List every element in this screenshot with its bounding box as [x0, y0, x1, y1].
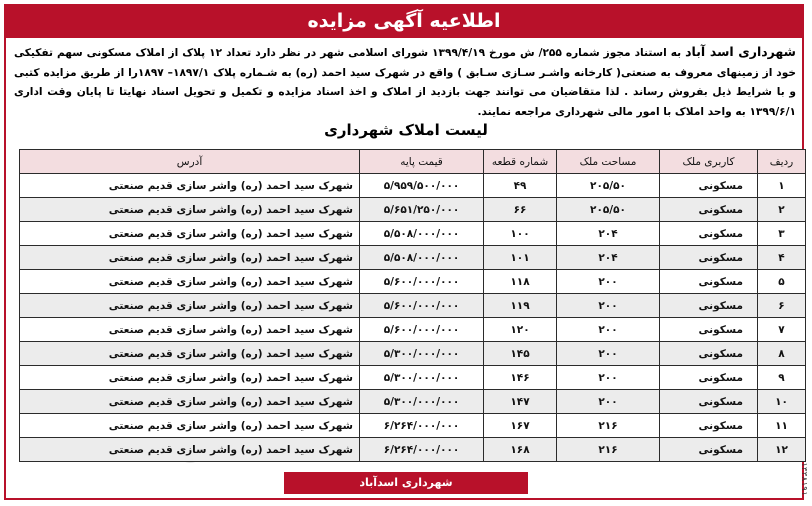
cell-price: ۵/۶۰۰/۰۰۰/۰۰۰: [360, 318, 484, 342]
table-header-row: [20, 150, 806, 174]
header-lot: شماره قطعه: [484, 150, 557, 174]
cell-area: ۲۱۶: [557, 438, 660, 462]
table-row: [20, 174, 806, 198]
cell-area: ۲۱۶: [557, 414, 660, 438]
cell-use: مسکونی: [660, 438, 758, 462]
cell-lot: ۱۰۱: [484, 246, 557, 270]
cell-address: شهرک سید احمد (ره) واشر سازی قدیم صنعتی: [20, 438, 360, 462]
cell-price: ۵/۳۰۰/۰۰۰/۰۰۰: [360, 390, 484, 414]
cell-use: مسکونی: [660, 222, 758, 246]
cell-address: شهرک سید احمد (ره) واشر سازی قدیم صنعتی: [20, 414, 360, 438]
cell-lot: ۱۴۵: [484, 342, 557, 366]
cell-use: مسکونی: [660, 390, 758, 414]
cell-row-number: ۱۱: [758, 414, 806, 438]
table-row: [20, 342, 806, 366]
cell-lot: ۱۱۹: [484, 294, 557, 318]
cell-row-number: ۷: [758, 318, 806, 342]
cell-area: ۲۰۰: [557, 366, 660, 390]
cell-area: ۲۰۰: [557, 270, 660, 294]
table-row: [20, 438, 806, 462]
header-use: کاربری ملک: [660, 150, 758, 174]
cell-row-number: ۵: [758, 270, 806, 294]
cell-area: ۲۰۰: [557, 318, 660, 342]
cell-address: شهرک سید احمد (ره) واشر سازی قدیم صنعتی: [20, 342, 360, 366]
cell-row-number: ۳: [758, 222, 806, 246]
cell-address: شهرک سید احمد (ره) واشر سازی قدیم صنعتی: [20, 222, 360, 246]
cell-area: ۲۰۰: [557, 294, 660, 318]
header-address: آدرس: [20, 150, 360, 174]
cell-area: ۲۰۵/۵۰: [557, 174, 660, 198]
cell-area: ۲۰۵/۵۰: [557, 198, 660, 222]
cell-price: ۶/۲۶۴/۰۰۰/۰۰۰: [360, 438, 484, 462]
cell-use: مسکونی: [660, 294, 758, 318]
table-row: [20, 414, 806, 438]
cell-row-number: ۱: [758, 174, 806, 198]
notice-text: به استناد مجوز شماره ۲۵۵/ ش مورخ ۱۳۹۹/۴/۱۹ شورای اسلامی شهر در نظر دارد تعداد ۱۲ پلاک از املاک مسکونی سهم تفکیکی خود از زمینهای معروف به صنعتی( کارخانه واشـر سـازی سـابق ) واقع در شهرک سید احمد (ره) به شـماره پلاک ۱۸۹۷/۱– ۱۸۹۷را از طریق مزایده کتبی و با شرایط ذیل بفروش رساند . لذا متقاضیان می توانند جهت بازدید از املاک و اخذ اسناد مزایده و تکمیل و تحویل اسناد نهایتا تا پایان وقت اداری ۱۳۹۹/۶/۱ به واحد املاک با امور مالی شهرداری مراجعه نمایند.: [14, 47, 796, 118]
cell-use: مسکونی: [660, 246, 758, 270]
header-row-number: ردیف: [758, 150, 806, 174]
cell-address: شهرک سید احمد (ره) واشر سازی قدیم صنعتی: [20, 390, 360, 414]
cell-lot: ۱۶۸: [484, 438, 557, 462]
cell-area: ۲۰۰: [557, 390, 660, 414]
cell-row-number: ۱۲: [758, 438, 806, 462]
table-row: [20, 222, 806, 246]
cell-price: ۵/۶۰۰/۰۰۰/۰۰۰: [360, 270, 484, 294]
cell-price: ۶/۲۶۴/۰۰۰/۰۰۰: [360, 414, 484, 438]
properties-table: [19, 149, 806, 462]
cell-lot: ۱۲۰: [484, 318, 557, 342]
cell-row-number: ۶: [758, 294, 806, 318]
cell-area: ۲۰۰: [557, 342, 660, 366]
table-row: [20, 246, 806, 270]
cell-lot: ۱۶۷: [484, 414, 557, 438]
footer-signature: شهرداری اسدآباد: [284, 472, 528, 494]
notice-body: [14, 42, 796, 122]
cell-use: مسکونی: [660, 342, 758, 366]
cell-price: ۵/۶۰۰/۰۰۰/۰۰۰: [360, 294, 484, 318]
cell-use: مسکونی: [660, 174, 758, 198]
table-row: [20, 294, 806, 318]
cell-row-number: ۹: [758, 366, 806, 390]
cell-price: ۵/۵۰۸/۰۰۰/۰۰۰: [360, 222, 484, 246]
table-row: [20, 390, 806, 414]
cell-address: شهرک سید احمد (ره) واشر سازی قدیم صنعتی: [20, 294, 360, 318]
cell-address: شهرک سید احمد (ره) واشر سازی قدیم صنعتی: [20, 270, 360, 294]
table-row: [20, 318, 806, 342]
cell-address: شهرک سید احمد (ره) واشر سازی قدیم صنعتی: [20, 318, 360, 342]
cell-use: مسکونی: [660, 414, 758, 438]
cell-address: شهرک سید احمد (ره) واشر سازی قدیم صنعتی: [20, 366, 360, 390]
cell-area: ۲۰۴: [557, 246, 660, 270]
header-price: قیمت پایه: [360, 150, 484, 174]
cell-price: ۵/۳۰۰/۰۰۰/۰۰۰: [360, 366, 484, 390]
cell-lot: ۶۶: [484, 198, 557, 222]
cell-row-number: ۲: [758, 198, 806, 222]
cell-lot: ۱۰۰: [484, 222, 557, 246]
cell-area: ۲۰۴: [557, 222, 660, 246]
cell-lot: ۱۴۷: [484, 390, 557, 414]
cell-row-number: ۱۰: [758, 390, 806, 414]
cell-price: ۵/۵۰۸/۰۰۰/۰۰۰: [360, 246, 484, 270]
cell-address: شهرک سید احمد (ره) واشر سازی قدیم صنعتی: [20, 198, 360, 222]
side-code: ۱۳۳۸۱۹۱: [800, 462, 809, 496]
cell-use: مسکونی: [660, 198, 758, 222]
cell-address: شهرک سید احمد (ره) واشر سازی قدیم صنعتی: [20, 246, 360, 270]
cell-price: ۵/۶۵۱/۲۵۰/۰۰۰: [360, 198, 484, 222]
cell-price: ۵/۳۰۰/۰۰۰/۰۰۰: [360, 342, 484, 366]
table-row: [20, 366, 806, 390]
cell-price: ۵/۹۵۹/۵۰۰/۰۰۰: [360, 174, 484, 198]
cell-lot: ۱۱۸: [484, 270, 557, 294]
notice-title-text: اطلاعیه آگهی مزایده: [307, 10, 501, 32]
header-area: مساحت ملک: [557, 150, 660, 174]
cell-address: شهرک سید احمد (ره) واشر سازی قدیم صنعتی: [20, 174, 360, 198]
list-title: لیست املاک شهرداری: [324, 121, 488, 139]
cell-lot: ۱۴۶: [484, 366, 557, 390]
cell-lot: ۴۹: [484, 174, 557, 198]
table-row: [20, 270, 806, 294]
notice-lead: شهرداری اسد آباد: [685, 44, 796, 59]
cell-row-number: ۴: [758, 246, 806, 270]
cell-row-number: ۸: [758, 342, 806, 366]
cell-use: مسکونی: [660, 318, 758, 342]
cell-use: مسکونی: [660, 270, 758, 294]
table-row: [20, 198, 806, 222]
notice-title: [4, 4, 804, 38]
cell-use: مسکونی: [660, 366, 758, 390]
